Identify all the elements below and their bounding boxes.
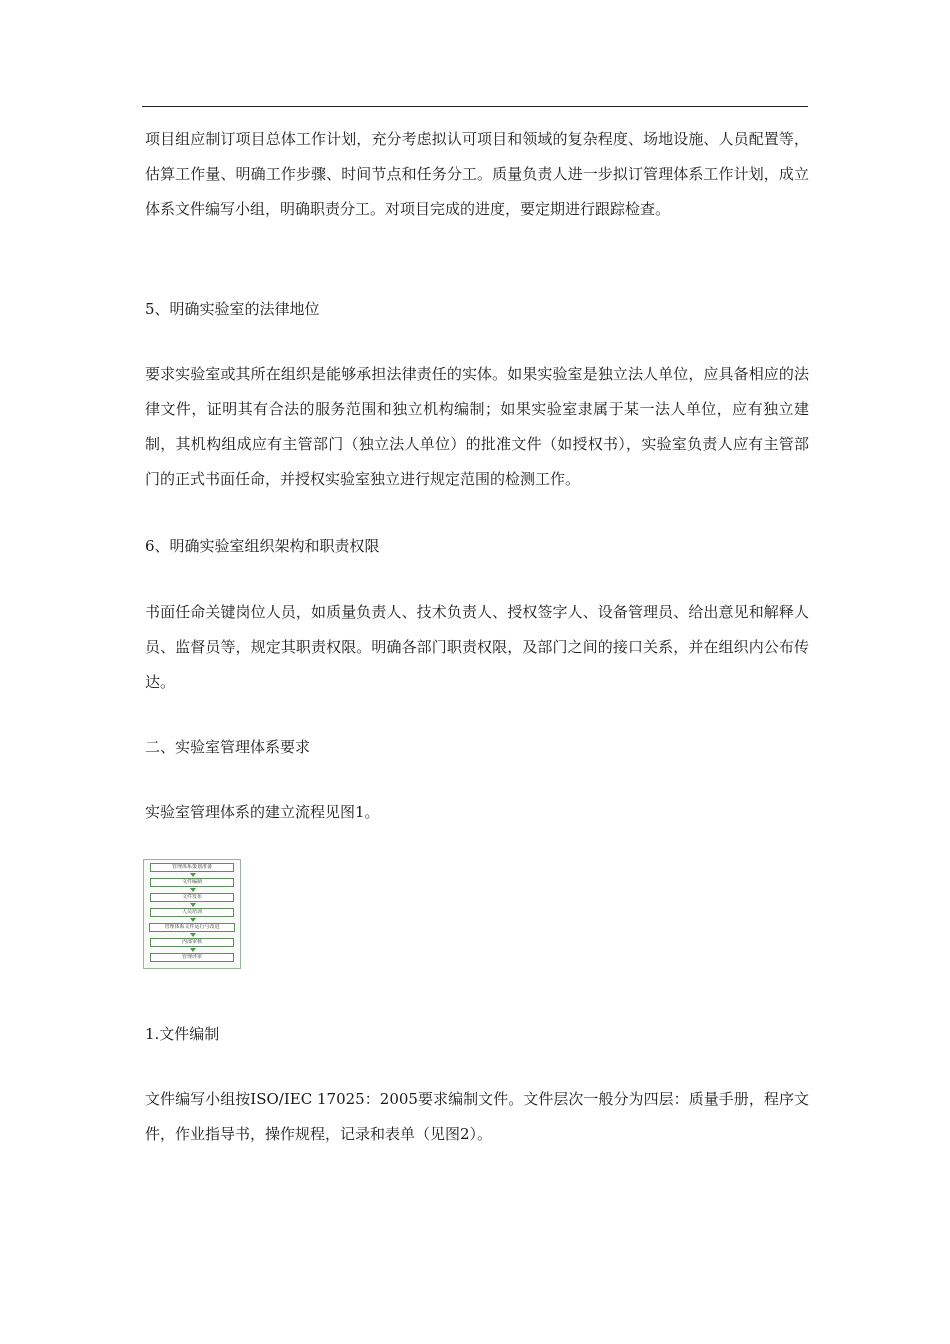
heading-management-system: 二、实验室管理体系要求: [145, 738, 311, 756]
heading-document-preparation: 1.文件编制: [145, 1025, 220, 1043]
flow-arrow-down-icon: [190, 888, 196, 892]
header-rule: [142, 106, 808, 107]
paragraph-org-structure: 书面任命关键岗位人员，如质量负责人、技术负责人、授权签字人、设备管理员、给出意见和解释人员、监督员等，规定其职责权限。明确各部门职责权限，及部门之间的接口关系，并在组织内公布传达。: [145, 603, 809, 691]
flow-step-1: 管理体系策划准备: [150, 863, 234, 872]
flow-arrow-down-icon: [190, 903, 196, 907]
flow-arrow-down-icon: [190, 948, 196, 952]
flow-arrow-down-icon: [190, 933, 196, 937]
flow-step-3: 文件发布: [150, 893, 234, 902]
heading-legal-status: 5、明确实验室的法律地位: [145, 300, 320, 318]
flow-step-4: 人员培训: [150, 908, 234, 917]
paragraph-document-preparation: 文件编写小组按ISO/IEC 17025：2005要求编制文件。文件层次一般分为四层：质量手册，程序文件，作业指导书，操作规程，记录和表单（见图2）。: [145, 1090, 809, 1143]
heading-org-structure: 6、明确实验室组织架构和职责权限: [145, 537, 380, 555]
flow-step-2: 文件编制: [150, 878, 234, 887]
flow-step-7: 管理评审: [150, 953, 234, 962]
flow-step-5: 管理体系文件运行与改进: [149, 923, 235, 932]
paragraph-figure1-ref: 实验室管理体系的建立流程见图1。: [145, 803, 380, 821]
figure1-flowchart: [143, 859, 241, 969]
paragraph-project-plan: 项目组应制订项目总体工作计划，充分考虑拟认可项目和领域的复杂程度、场地设施、人员配置等，估算工作量、明确工作步骤、时间节点和任务分工。质量负责人进一步拟订管理体系工作计划，成立体系文件编写小组，明确职责分工。对项目完成的进度，要定期进行跟踪检查。: [145, 130, 809, 218]
paragraph-legal-status: 要求实验室或其所在组织是能够承担法律责任的实体。如果实验室是独立法人单位，应具备相应的法律文件，证明其有合法的服务范围和独立机构编制；如果实验室隶属于某一法人单位，应有独立建制，其机构组成应有主管部门（独立法人单位）的批准文件（如授权书），实验室负责人应有主管部门的正式书面任命，并授权实验室独立进行规定范围的检测工作。: [145, 365, 809, 488]
flow-step-6: 内部审核: [150, 938, 234, 947]
flow-arrow-down-icon: [190, 873, 196, 877]
flow-arrow-down-icon: [190, 918, 196, 922]
